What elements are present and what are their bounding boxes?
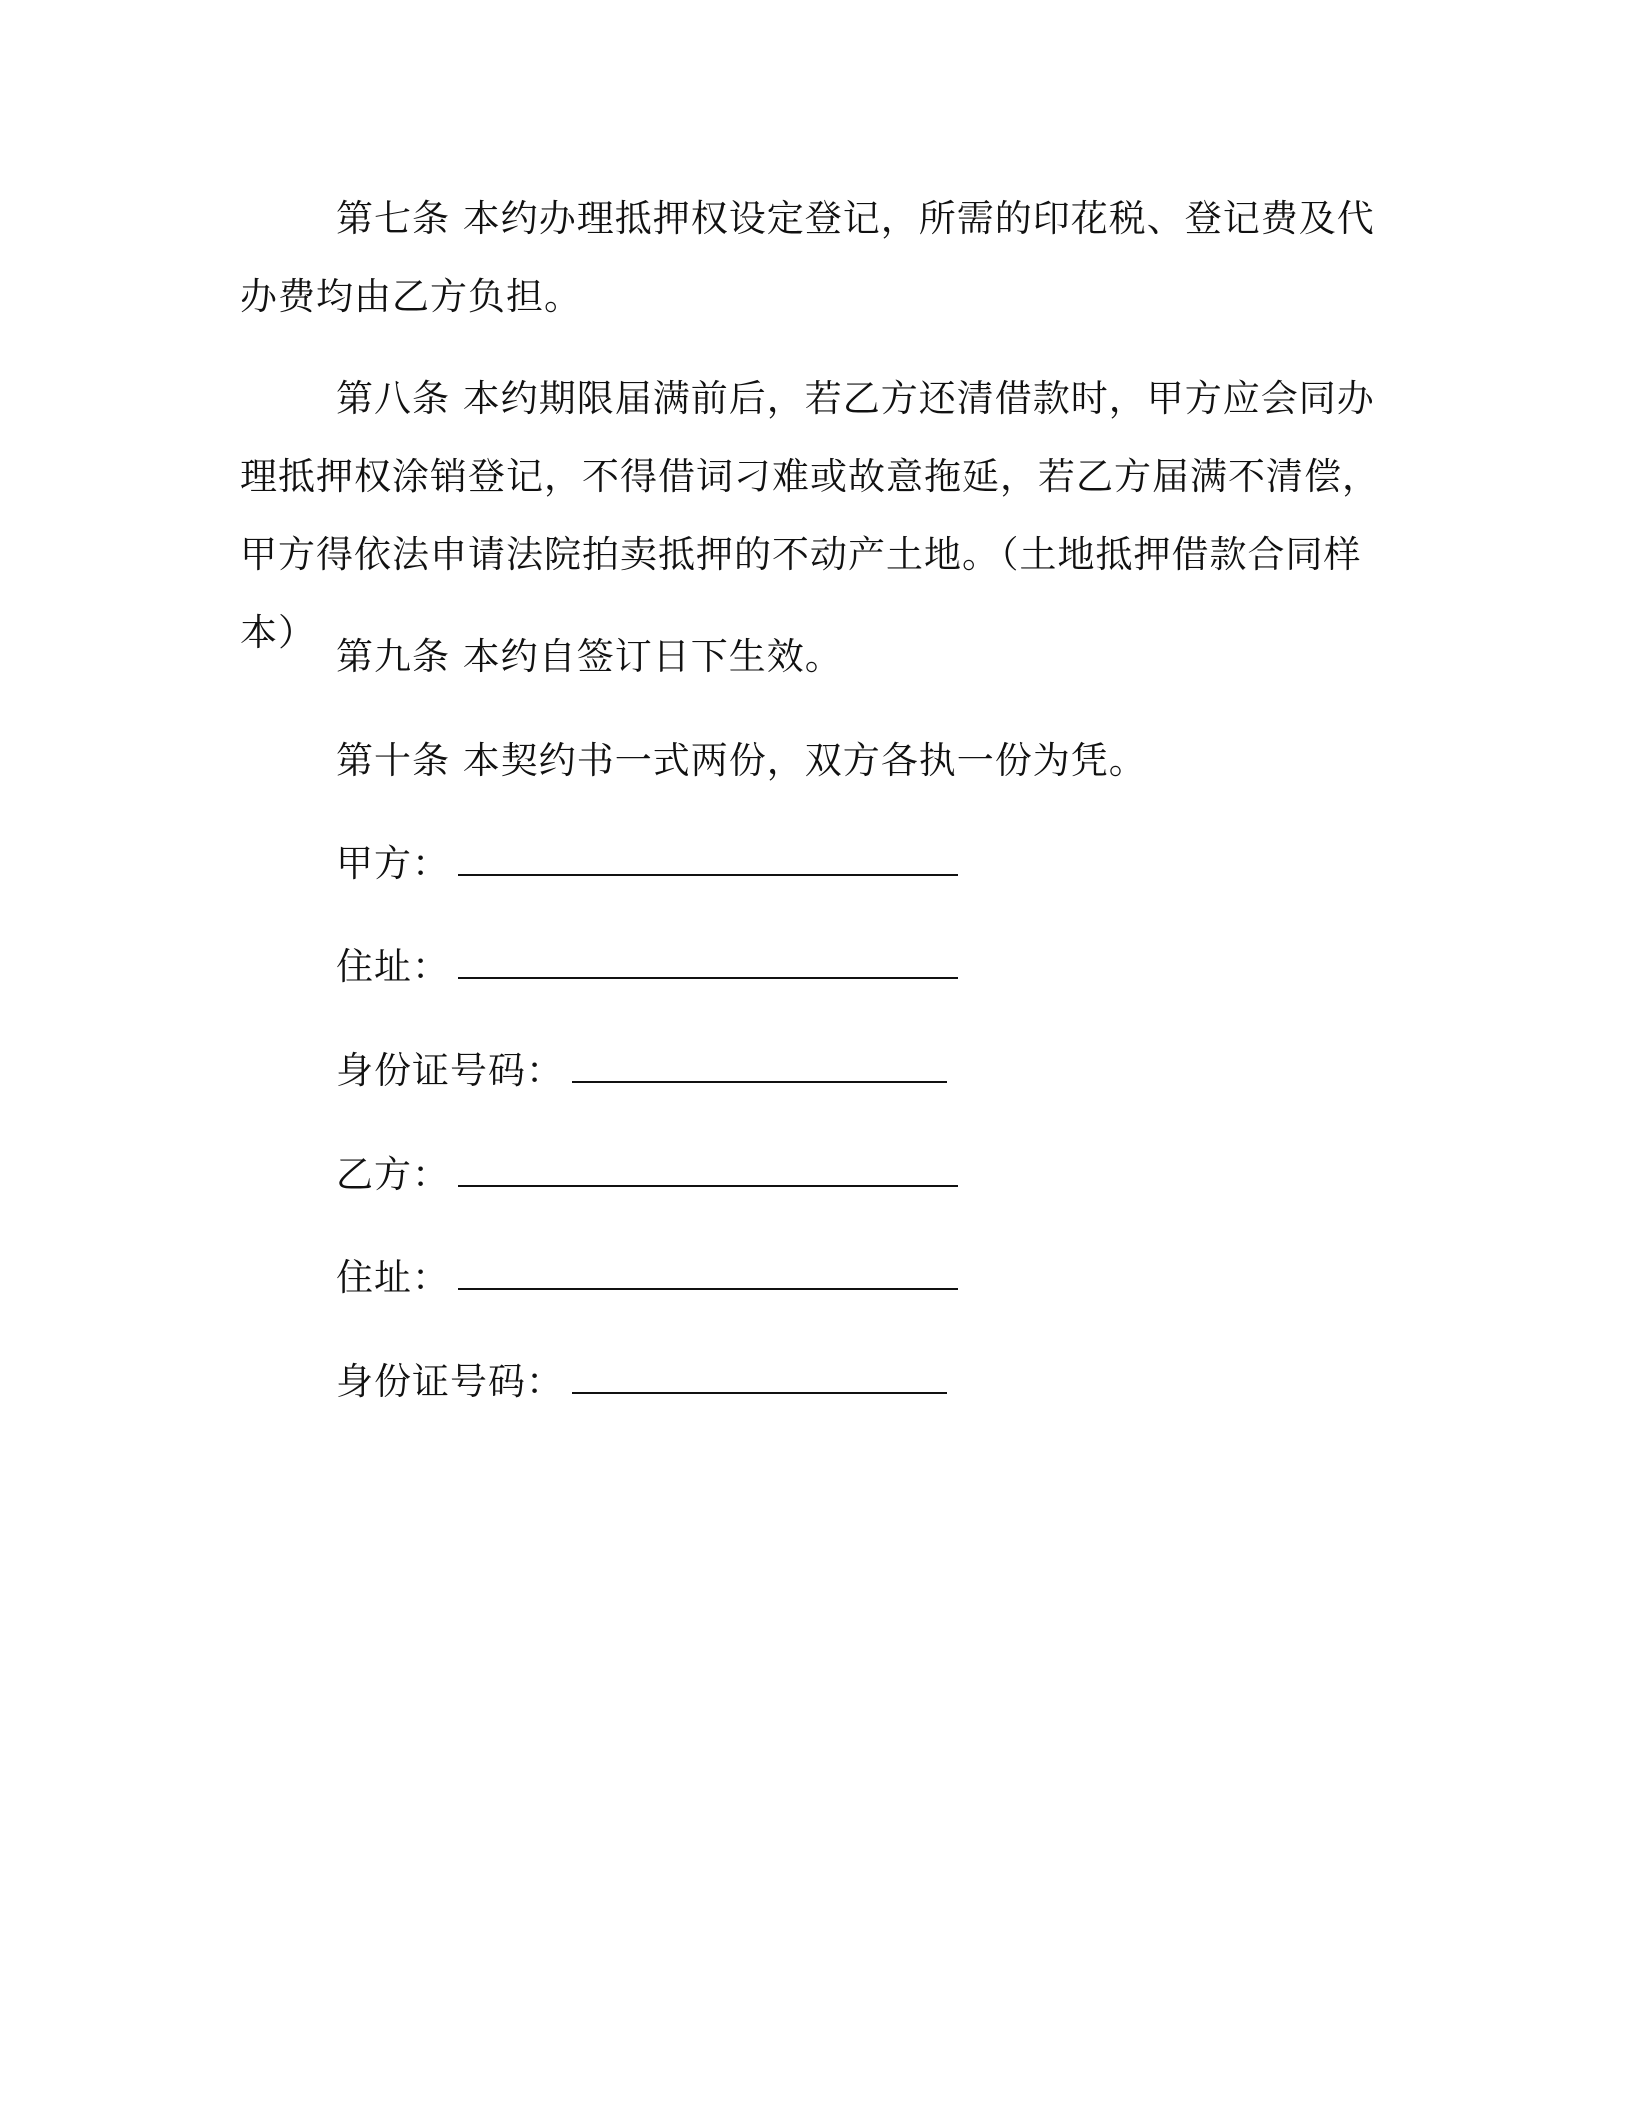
party-b-address-label: 住址： — [336, 1256, 450, 1299]
party-b-id-label: 身份证号码： — [336, 1360, 564, 1403]
clause-7: 第七条 本约办理抵押权设定登记，所需的印花税、登记费及代办费均由乙方负担。 — [240, 197, 1375, 318]
clause-10: 第十条 本契约书一式两份，双方各执一份为凭。 — [336, 739, 1147, 782]
party-a-blank[interactable] — [458, 842, 958, 876]
party-a-address-label: 住址： — [336, 945, 450, 988]
party-b-address-blank[interactable] — [458, 1256, 958, 1290]
party-a-id-row — [336, 1045, 947, 1097]
party-a-row — [336, 838, 958, 890]
party-b-label: 乙方： — [336, 1153, 450, 1196]
clause-8: 第八条 本约期限届满前后，若乙方还清借款时，甲方应会同办理抵押权涂销登记，不得借词刁难或故意拖延，若乙方届满不清偿，甲方得依法申请法院拍卖抵押的不动产土地。（土地抵押借款合同样本） — [240, 377, 1380, 654]
party-a-address-row — [336, 941, 958, 993]
party-b-row — [336, 1149, 958, 1201]
party-a-id-label: 身份证号码： — [336, 1049, 564, 1092]
party-b-id-blank[interactable] — [572, 1360, 947, 1394]
party-b-address-row — [336, 1252, 958, 1304]
party-a-label: 甲方： — [336, 842, 450, 885]
clause-9: 第九条 本约自签订日下生效。 — [336, 635, 843, 678]
party-a-id-blank[interactable] — [572, 1049, 947, 1083]
party-a-address-blank[interactable] — [458, 945, 958, 979]
party-b-id-row — [336, 1356, 947, 1408]
party-b-blank[interactable] — [458, 1153, 958, 1187]
